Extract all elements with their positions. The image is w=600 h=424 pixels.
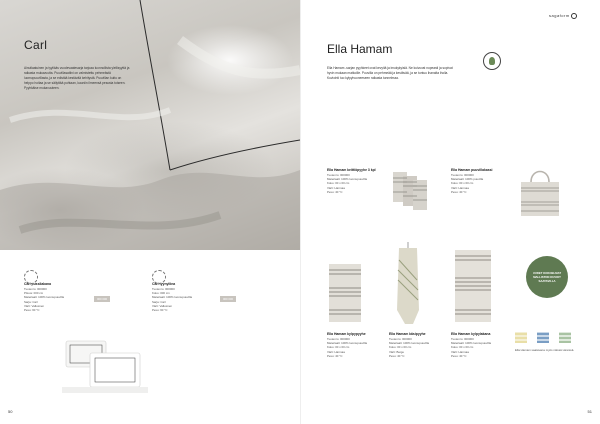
page-number-right: 51	[587, 409, 592, 414]
spec-line: Värit: Valkoinen	[152, 303, 173, 308]
spec-line: Värit: Harmaa	[327, 349, 345, 354]
spec-line: Materiaali: 100% luomupuuvilla	[389, 341, 430, 346]
pillow-set-image	[60, 335, 150, 395]
swatch-caption: Ella Hamam saatavana myös näissä väreissä.	[515, 348, 575, 352]
spec-line: Tuotenro: 000000	[24, 287, 47, 291]
brand-name: sagaform	[549, 13, 570, 19]
spec-line: Pesu: 60 °C	[152, 308, 168, 313]
bath-sheet-image	[451, 248, 495, 324]
spec-line: Materiaali: 100% luomupuuvilla	[327, 177, 368, 182]
product-title: Ella Hamam käsipyyhe	[389, 332, 426, 336]
product-tote-bag	[451, 168, 513, 194]
hero-image-bedding	[0, 0, 300, 250]
hero-text: Ainutlaatuinen ja tyylikäs vuodevaatesarja tarjoaa luonnollista ylellisyyttä ja raikasta mukavuutta. Puuvillasatiini on valmistettu pehmeästä luomupuuvillasta, ja se edistää kestävää kehitystä. Puuvillan kuitu on helppo hoitaa ja se säilyttää puhtaan, kauniin ilmeensä pesusta toiseen. Pyyhkäise mukavuuteen.	[24, 66, 130, 90]
product-bath-sheet	[451, 332, 511, 358]
spec-line: Koko: 00 x 00 cm	[451, 345, 474, 350]
kitchen-towels-image	[391, 168, 431, 214]
price-tag	[94, 296, 110, 302]
spec-line: Koko: 00 x 00 cm	[327, 345, 350, 350]
spec-line: Värit: Harmaa	[451, 349, 469, 354]
section-text: Ella Hamam -sarjan pyyhkeet ovat kevyitä ja imukykyisiä. Ne kuivuvat nopeasti ja sopivat hyvin mukaan matkoille. Puuvilla on pehmeää ja kestävää, ja se tuntuu ihanalta iholla. Kuviointi tuo kylpyhuoneeseen raikasta tunnelmaa.	[327, 66, 453, 80]
price-tag	[220, 296, 236, 302]
hero-title: Carl	[24, 38, 48, 52]
spec-line: Pesu: 40 °C	[327, 189, 343, 194]
eco-badge-ring	[152, 270, 166, 284]
spec-line: Materiaali: 100% puuvilla	[451, 177, 484, 182]
tote-bag-image	[517, 164, 563, 220]
product-title: Ella Hamam kylpypyyhe	[327, 332, 366, 336]
spec-line: Pesu: 40 °C	[451, 353, 467, 358]
spec-line: Pesu: 60 °C	[24, 308, 40, 313]
hand-towel-image	[393, 240, 423, 326]
spec-line: Tuotenro: 000000	[389, 337, 412, 341]
product-bath-towel	[327, 332, 387, 358]
product-kitchen-towels	[327, 168, 389, 194]
spec-line: Tuotenro: 000000	[327, 173, 350, 177]
product-hand-towel	[389, 332, 449, 358]
spec-line: Sarja: Carl	[24, 299, 38, 304]
spec-line: Värit: Beige	[389, 349, 404, 354]
spec-line: Pituus: 000 cm	[24, 291, 44, 296]
product-title: Ella Hamam kylpylakana	[451, 332, 491, 336]
section-title: Ella Hamam	[327, 42, 393, 56]
price-text: 000 000	[96, 297, 108, 301]
eco-seal-icon	[483, 52, 501, 70]
price-text: 000 000	[222, 297, 234, 301]
spec-line: Tuotenro: 000000	[451, 337, 474, 341]
swatch-blue	[537, 332, 549, 343]
spec-line: Materiaali: 100% luomupuuvilla	[152, 295, 193, 300]
spec-line: Värit: Harmaa	[451, 185, 469, 190]
page-number-left: 50	[8, 409, 13, 414]
spec-line: Pesu: 40 °C	[327, 353, 343, 358]
spec-line: Värit: Harmaa	[327, 185, 345, 190]
spec-line: Tuotenro: 000000	[327, 337, 350, 341]
spec-line: Pesu: 40 °C	[389, 353, 405, 358]
new-collection-badge: UUDET KOKOELMAT MALLISTON KUVIOT SAATAVILLA	[526, 256, 568, 298]
eco-badge-ring	[24, 270, 38, 284]
product-title: Ella Hamam keittiöpyyhe 3 kpl	[327, 168, 376, 172]
logo-mark-icon	[571, 13, 577, 19]
spec-line: Pesu: 40 °C	[451, 189, 467, 194]
spec-line: Koko: 000 cm	[152, 291, 170, 296]
spec-line: Materiaali: 100% luomupuuvilla	[24, 295, 65, 300]
spec-line: Tuotenro: 000000	[451, 173, 474, 177]
swatch-green	[559, 332, 571, 343]
spec-line: Sarja: Carl	[152, 299, 166, 304]
product-duvet-cover	[24, 282, 84, 312]
product-title: Ella Hamam puuvillakassi	[451, 168, 493, 172]
bath-towel-image	[325, 262, 365, 324]
brand-logo	[549, 13, 577, 19]
spec-line: Koko: 00 x 00 cm	[327, 181, 350, 186]
spec-line: Materiaali: 100% luomupuuvilla	[451, 341, 492, 346]
spec-line: Tuotenro: 000000	[152, 287, 175, 291]
spec-line: Materiaali: 100% luomupuuvilla	[327, 341, 368, 346]
product-title: Carl pussilakana	[24, 282, 51, 286]
spec-line: Koko: 00 x 00 cm	[389, 345, 412, 350]
product-title: Carl tyynyliina	[152, 282, 176, 286]
product-pillowcase	[152, 282, 217, 312]
swatch-yellow	[515, 332, 527, 343]
right-page	[300, 0, 600, 424]
spec-line: Värit: Valkoinen	[24, 303, 45, 308]
spec-line: Koko: 00 x 00 cm	[451, 181, 474, 186]
